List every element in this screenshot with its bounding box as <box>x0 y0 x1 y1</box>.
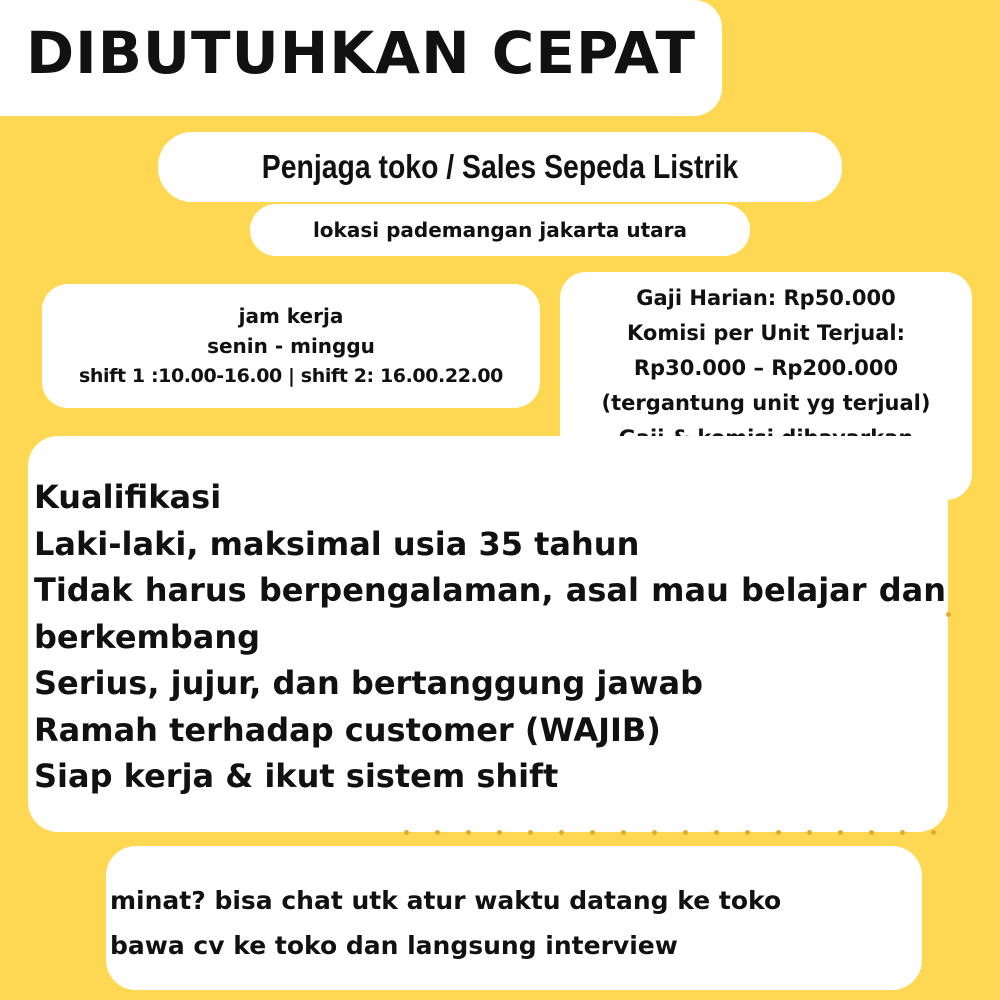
decorative-dot <box>466 830 471 835</box>
cta-line: bawa cv ke toko dan langsung interview <box>110 931 678 960</box>
qualification-item: Ramah terhadap customer (WAJIB) <box>34 710 661 749</box>
salary-line: Komisi per Unit Terjual: <box>627 321 905 345</box>
qualifications-title: Kualifikasi <box>34 478 222 516</box>
decorative-dot <box>528 830 533 835</box>
qualification-item: Laki-laki, maksimal usia 35 tahun <box>34 524 640 563</box>
decorative-dot <box>946 612 951 617</box>
decorative-dot <box>683 830 688 835</box>
headline: DIBUTUHKAN CEPAT <box>26 19 697 87</box>
decorative-dot <box>838 830 843 835</box>
qualification-item: Serius, jujur, dan bertanggung jawab <box>34 664 704 702</box>
qualification-item: Tidak harus berpengalaman, asal mau belajar dan berkembang <box>34 571 946 656</box>
hours-days: senin - minggu <box>207 334 375 358</box>
call-to-action-box <box>106 846 922 990</box>
salary-line: Gaji Harian: Rp50.000 <box>636 286 896 310</box>
cta-text <box>110 878 781 968</box>
location-box <box>250 204 750 256</box>
decorative-dot <box>404 830 409 835</box>
hours-title: jam kerja <box>238 304 344 328</box>
decorative-dot <box>621 830 626 835</box>
headline-box <box>0 0 722 116</box>
working-hours-box <box>42 284 540 408</box>
salary-line: Rp30.000 – Rp200.000 <box>633 356 899 380</box>
decorative-dot <box>745 830 750 835</box>
location-text: lokasi pademangan jakarta utara <box>312 218 688 242</box>
position-title: Penjaga toko / Sales Sepeda Listrik <box>261 148 739 185</box>
decorative-dot <box>900 830 905 835</box>
decorative-dot <box>931 830 936 835</box>
decorative-dot <box>776 830 781 835</box>
decorative-dot <box>590 830 595 835</box>
qualification-item: Siap kerja & ikut sistem shift <box>34 757 559 795</box>
hours-shifts: shift 1 :10.00-16.00 | shift 2: 16.00.22.00 <box>79 365 503 387</box>
decorative-dot <box>497 830 502 835</box>
position-box <box>158 132 842 202</box>
decorative-dots <box>404 830 936 835</box>
salary-line: (tergantung unit yg terjual) <box>601 391 931 415</box>
decorative-dot <box>652 830 657 835</box>
decorative-dot <box>435 830 440 835</box>
decorative-dot <box>559 830 564 835</box>
decorative-dot <box>714 830 719 835</box>
decorative-dot <box>869 830 874 835</box>
qualifications-list <box>34 474 946 800</box>
qualifications-box <box>28 436 948 832</box>
decorative-dot <box>807 830 812 835</box>
cta-line: minat? bisa chat utk atur waktu datang ke toko <box>110 886 782 915</box>
